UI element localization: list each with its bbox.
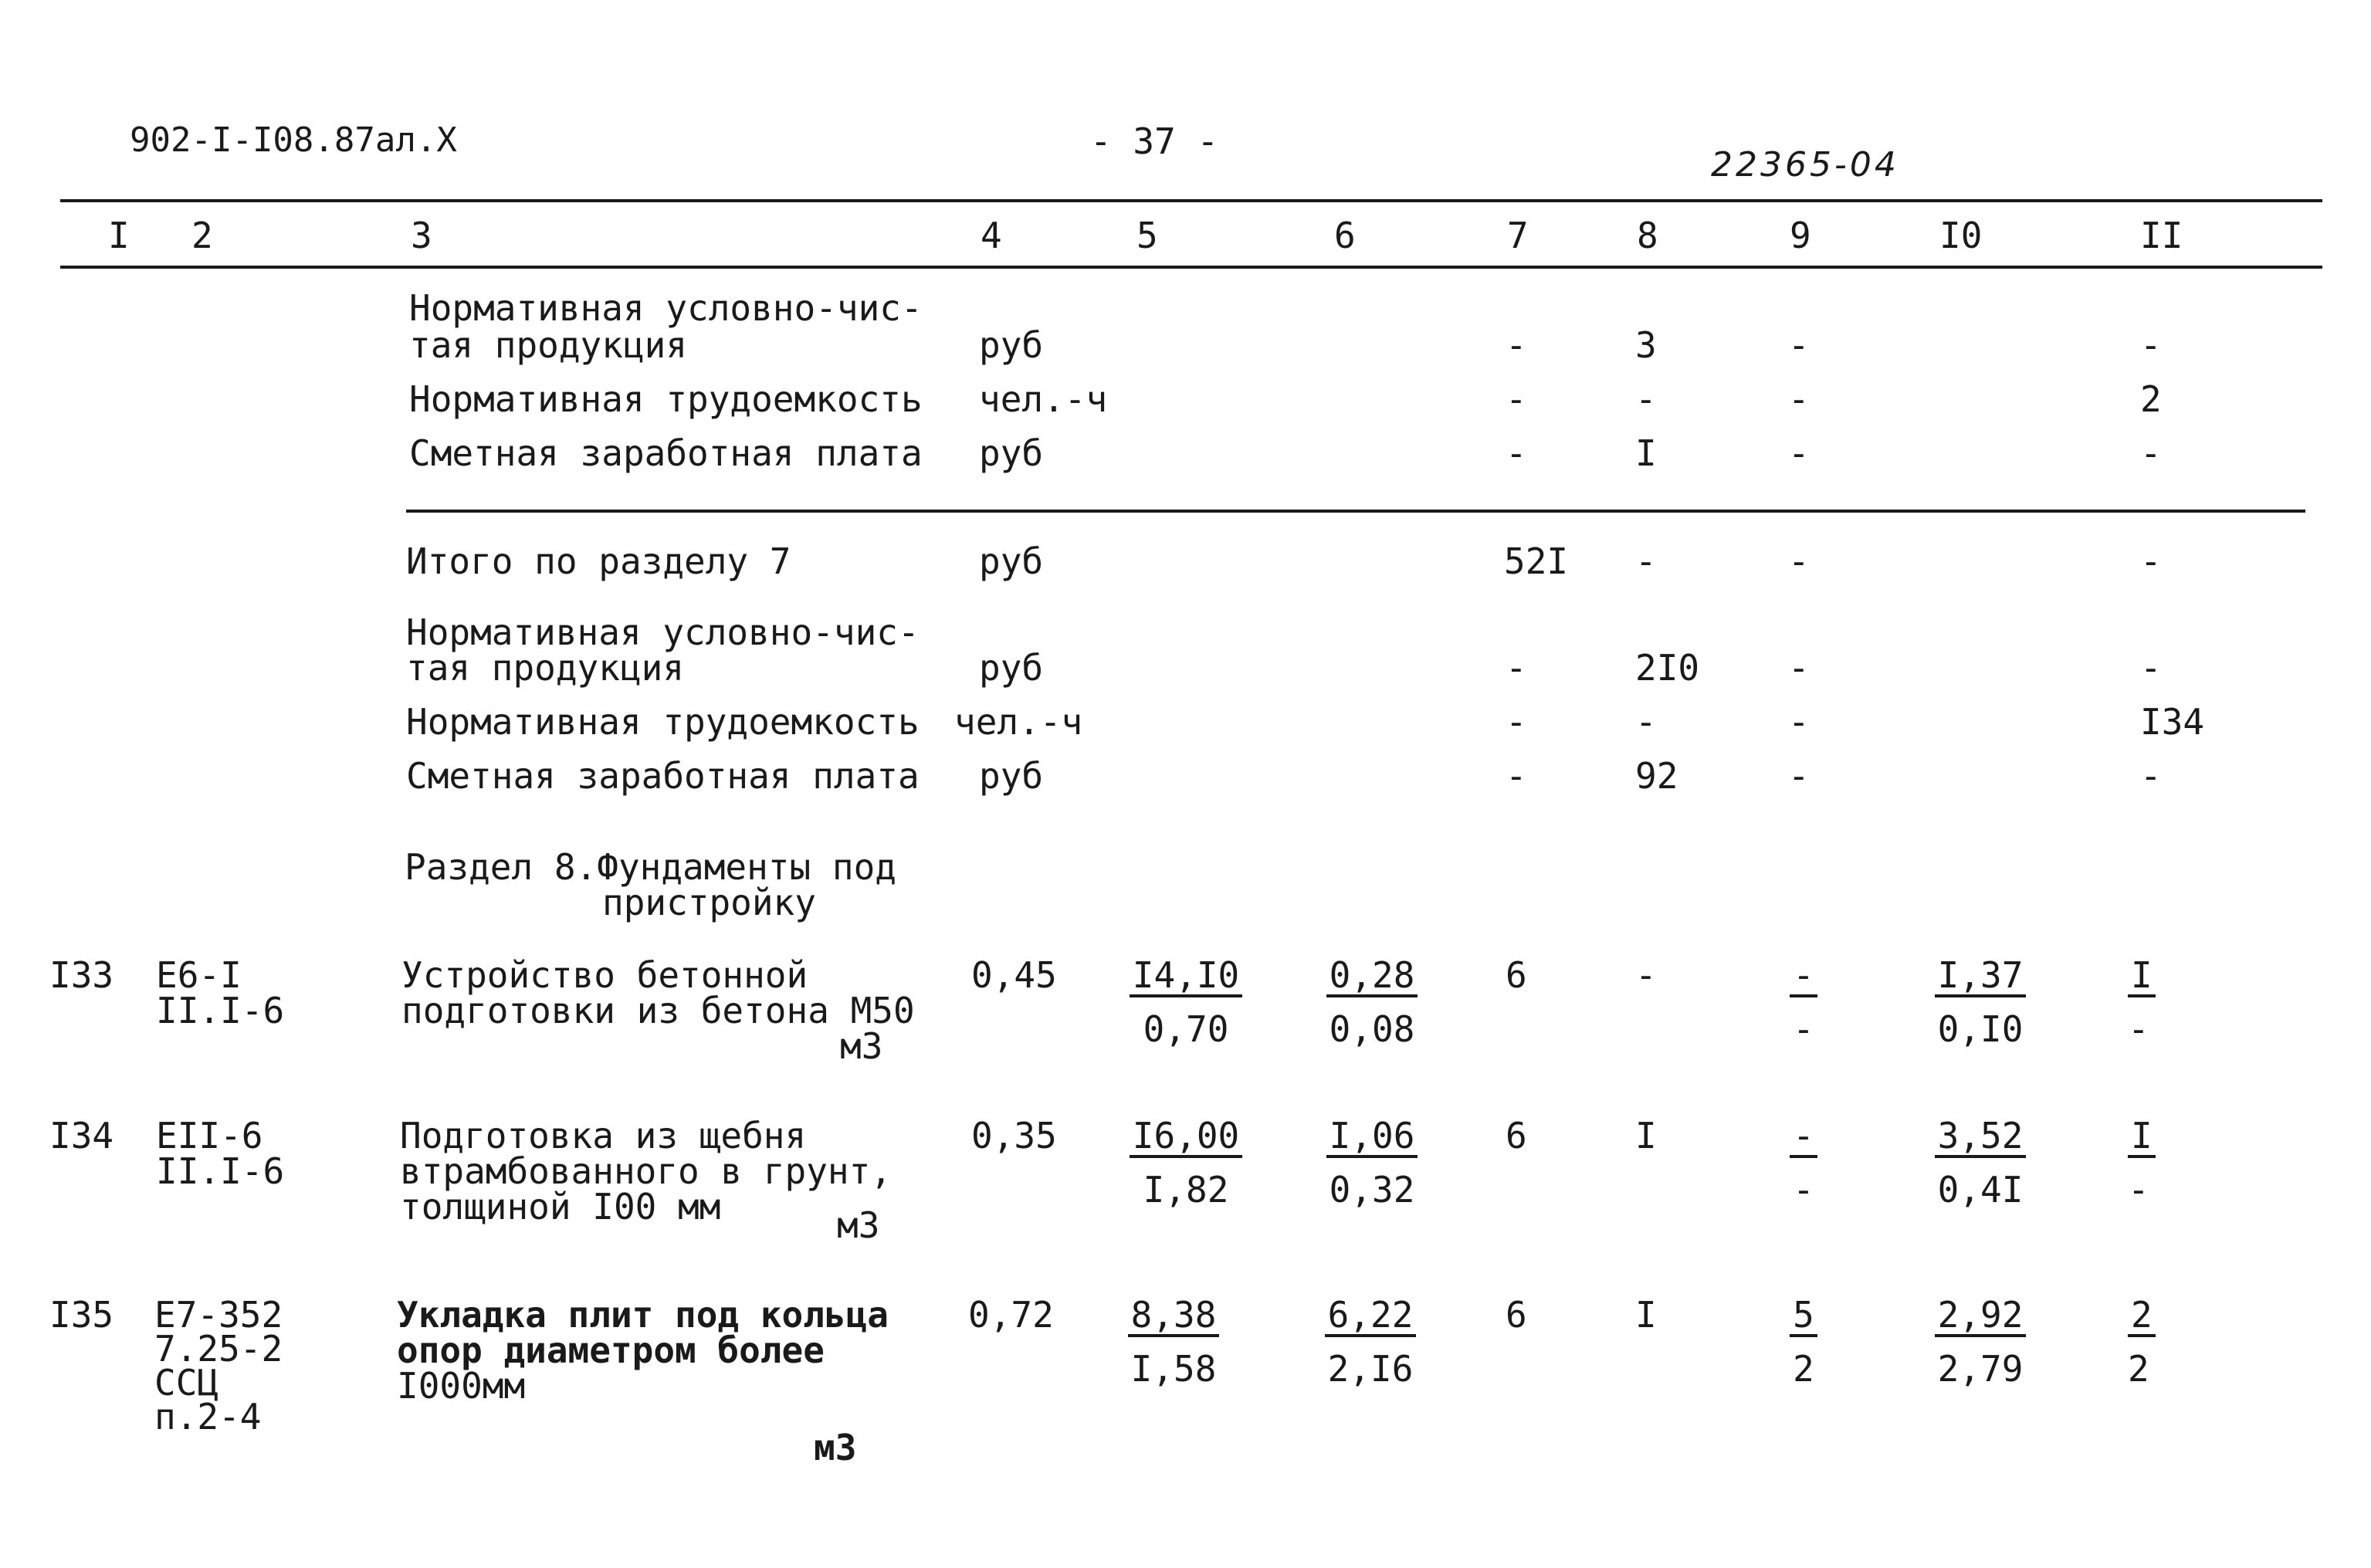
cell-c11: -: [2140, 647, 2162, 689]
cell-c8: -: [1635, 378, 1657, 420]
row-unit: чел.-ч: [954, 701, 1083, 743]
cell-c9: -: [1788, 701, 1810, 743]
col-header-1: I: [108, 215, 130, 256]
cell-c8: I: [1635, 432, 1657, 474]
row-name: тая продукция: [406, 647, 685, 689]
col-header-5: 5: [1136, 215, 1158, 256]
cell-c7: -: [1506, 432, 1527, 474]
row-unit: руб: [979, 647, 1044, 689]
table-top-rule: [60, 199, 2322, 202]
row-name: Сметная заработная плата: [406, 755, 920, 797]
item-code: ССЦ: [154, 1362, 219, 1404]
cell-c6: $\frac{0,28}{0,08}$: [1314, 957, 1430, 1047]
item-code: II.I-6: [156, 990, 285, 1031]
section-title: Раздел 8.Фундаменты под: [405, 846, 896, 888]
cell-c10: $\frac{2,92}{2,79}$: [1922, 1297, 2038, 1387]
cell-c7: -: [1506, 378, 1527, 420]
row-unit: руб: [979, 755, 1044, 797]
row-unit: руб: [979, 324, 1044, 366]
col-header-3: 3: [411, 215, 432, 256]
item-code: II.I-6: [156, 1150, 285, 1192]
totals-unit: руб: [979, 540, 1044, 582]
cell-c6: $\frac{6,22}{2,I6}$: [1313, 1297, 1428, 1387]
item-description: I000мм: [397, 1365, 526, 1407]
cell-c5: $\frac{I4,I0}{0,70}$: [1116, 957, 1255, 1047]
item-code: ЕII-6: [156, 1115, 263, 1157]
cell-c7: 6: [1506, 954, 1527, 996]
cell-c10: $\frac{3,52}{0,4I}$: [1922, 1118, 2038, 1207]
section-title: пристройку: [602, 882, 816, 923]
cell-c7: -: [1506, 324, 1527, 366]
row-name: Сметная заработная плата: [409, 432, 923, 474]
cell-c8: -: [1635, 701, 1657, 743]
row-name: Нормативная трудоемкость: [409, 378, 923, 420]
cell-c11: -: [2140, 324, 2162, 366]
item-quantity: 0,45: [971, 954, 1057, 996]
cell-c11: -: [2140, 755, 2162, 797]
cell-c9: - -: [1773, 1118, 1834, 1207]
cell-c11: 2: [2140, 378, 2162, 420]
item-description: Устройство бетонной: [401, 954, 808, 996]
row-unit: руб: [979, 432, 1044, 474]
cell-c8: 2I0: [1635, 647, 1700, 689]
cell-c5: $\frac{I6,00}{I,82}$: [1116, 1118, 1255, 1207]
cell-c7: 52I: [1504, 540, 1569, 582]
cell-c11: -: [2140, 432, 2162, 474]
item-code: Е6-I: [156, 954, 242, 996]
row-name: Нормативная условно-чис-: [409, 287, 923, 329]
row-name: Нормативная условно-чис-: [406, 611, 920, 653]
cell-c7: 6: [1506, 1115, 1527, 1157]
item-code: п.2-4: [154, 1396, 262, 1438]
item-unit: м3: [840, 1025, 883, 1067]
cell-c8: 92: [1635, 755, 1678, 797]
cell-c9: -: [1788, 324, 1810, 366]
item-unit: м3: [814, 1427, 857, 1468]
row-unit: чел.-ч: [979, 378, 1108, 420]
item-number: I33: [49, 954, 114, 996]
cell-c9: -: [1788, 432, 1810, 474]
page-number: - 37 -: [1090, 120, 1219, 162]
col-header-11: II: [2140, 215, 2183, 256]
cell-c11: I34: [2140, 701, 2205, 743]
cell-c11: I -: [2128, 957, 2190, 1047]
col-header-4: 4: [981, 215, 1002, 256]
item-quantity: 0,35: [971, 1115, 1057, 1157]
col-header-8: 8: [1637, 215, 1658, 256]
cell-c9: -: [1788, 647, 1810, 689]
item-description: опор диаметром более: [397, 1329, 825, 1371]
section-total-rule: [406, 510, 2305, 513]
cell-c7: -: [1506, 755, 1527, 797]
item-description: втрамбованного в грунт,: [400, 1150, 892, 1192]
col-header-2: 2: [191, 215, 213, 256]
cell-c9: - -: [1773, 957, 1834, 1047]
col-header-7: 7: [1507, 215, 1529, 256]
item-description: подготовки из бетона М50: [401, 990, 915, 1031]
row-name: Нормативная трудоемкость: [406, 701, 920, 743]
cell-c7: -: [1506, 701, 1527, 743]
item-code: 7.25-2: [154, 1328, 283, 1370]
col-header-6: 6: [1334, 215, 1356, 256]
cell-c8: I: [1635, 1294, 1657, 1336]
item-description: Укладка плит под кольца: [397, 1294, 889, 1336]
totals-title: Итого по разделу 7: [406, 540, 791, 582]
item-unit: м3: [837, 1204, 880, 1246]
cell-c8: -: [1635, 540, 1657, 582]
cell-c9: -: [1788, 540, 1810, 582]
item-quantity: 0,72: [968, 1294, 1054, 1336]
cell-c8: 3: [1635, 324, 1657, 366]
item-number: I35: [49, 1294, 114, 1336]
item-description: толщиной I00 мм: [400, 1186, 721, 1228]
cell-c8: -: [1635, 954, 1657, 996]
document-code: 902-I-I08.87ал.X: [130, 120, 457, 160]
handwritten-stamp: 22365-04: [1711, 145, 1899, 185]
col-header-10: I0: [1939, 215, 1983, 256]
cell-c8: I: [1635, 1115, 1657, 1157]
item-description: Подготовка из щебня: [400, 1115, 807, 1157]
col-header-9: 9: [1790, 215, 1811, 256]
cell-c11: I -: [2128, 1118, 2190, 1207]
item-code: Е7-352: [154, 1294, 283, 1336]
cell-c5: $\frac{8,38}{I,58}$: [1104, 1297, 1243, 1387]
item-number: I34: [49, 1115, 114, 1157]
cell-c11: $\frac{2}{2}$: [2128, 1297, 2190, 1387]
row-name: тая продукция: [409, 324, 688, 366]
cell-c7: -: [1506, 647, 1527, 689]
table-header-rule: [60, 266, 2322, 269]
cell-c9: $\frac{5}{2}$: [1773, 1297, 1834, 1387]
cell-c6: $\frac{I,06}{0,32}$: [1314, 1118, 1430, 1207]
cell-c9: -: [1788, 755, 1810, 797]
cell-c7: 6: [1506, 1294, 1527, 1336]
cell-c9: -: [1788, 378, 1810, 420]
cell-c10: $\frac{I,37}{0,I0}$: [1922, 957, 2038, 1047]
cell-c11: -: [2140, 540, 2162, 582]
